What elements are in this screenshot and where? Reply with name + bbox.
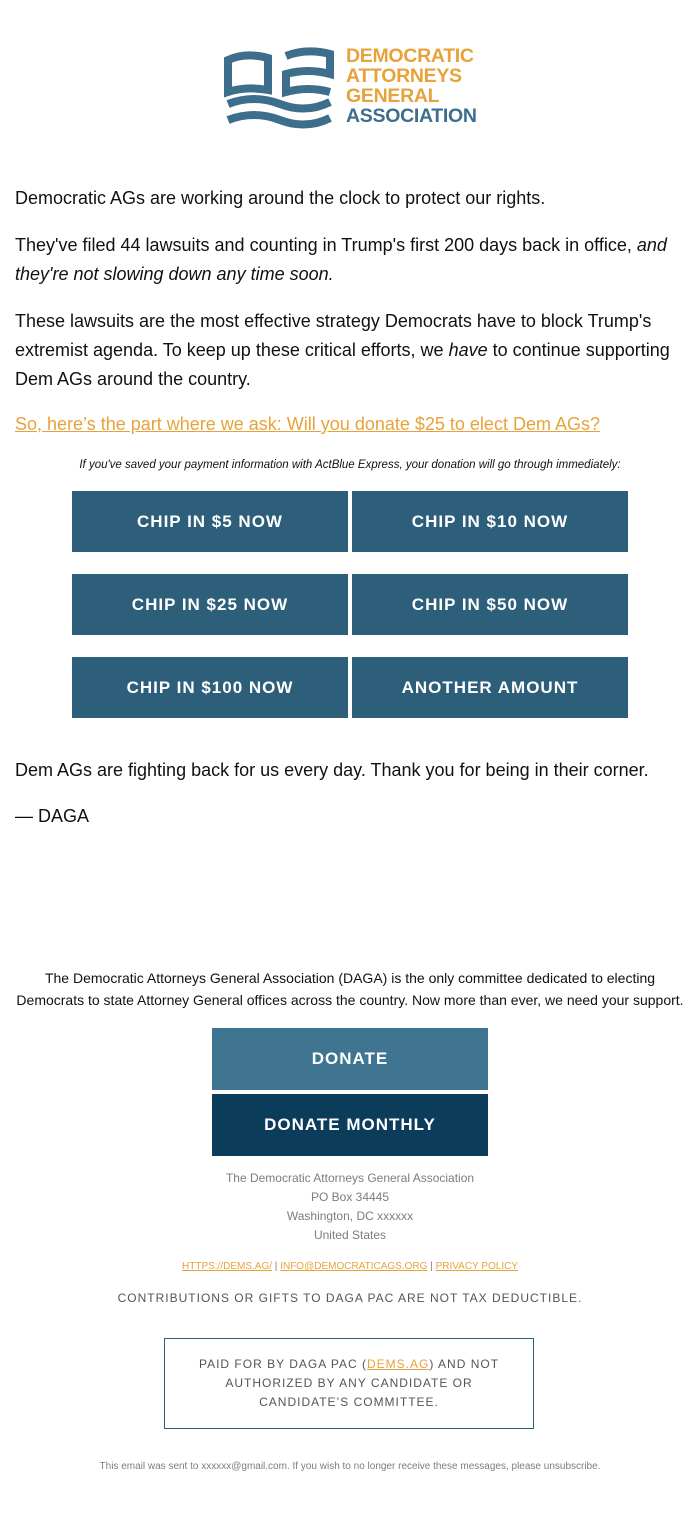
privacy-policy-link[interactable]: PRIVACY POLICY [435, 1261, 518, 1272]
paragraph-strategy-emphasis: have [448, 340, 488, 360]
donate-button[interactable]: DONATE [212, 1028, 488, 1090]
signature: — DAGA [15, 806, 90, 826]
daga-logo[interactable] [224, 46, 484, 130]
paragraph-lawsuits [15, 231, 687, 289]
link-separator: | [430, 1261, 433, 1272]
address-city: Washington, DC xxxxxx [286, 1209, 414, 1223]
closing-paragraph: Dem AGs are fighting back for us every day. Thank you for being in their corner. [15, 760, 649, 780]
about-line-2: Democrats to state Attorney General offices across the country. Now more than ever, we need your support. [16, 992, 684, 1008]
chip-in-25-button[interactable]: CHIP IN $25 NOW [72, 574, 348, 635]
paid-for-after: ) AND NOT AUTHORIZED BY ANY CANDIDATE OR CANDIDATE’S COMMITTEE. [225, 1357, 500, 1409]
about-daga [0, 967, 700, 1011]
paragraph-strategy [15, 307, 687, 394]
paragraph-lawsuits-text: They've filed 44 lawsuits and counting in Trump's first 200 days back in office, [15, 235, 637, 255]
paragraph-intro: Democratic AGs are working around the clock to protect our rights. [15, 188, 546, 208]
logo-line-3: GENERAL [346, 85, 440, 107]
chip-in-100-button[interactable]: CHIP IN $100 NOW [72, 657, 348, 718]
website-link[interactable]: HTTPS://DEMS.AG/ [182, 1261, 273, 1272]
address-org: The Democratic Attorneys General Association [225, 1171, 475, 1185]
paid-for-text [179, 1355, 519, 1412]
email-link[interactable]: INFO@DEMOCRATICAGS.ORG [280, 1261, 428, 1272]
dems-ag-link[interactable]: DEMS.AG [367, 1357, 430, 1371]
mailing-address [0, 1169, 700, 1245]
actblue-express-note: If you've saved your payment information with ActBlue Express, your donation will go through immediately: [79, 459, 621, 471]
about-line-1: The Democratic Attorneys General Association (DAGA) is the only committee dedicated to electing [44, 970, 656, 986]
donate-monthly-button[interactable]: DONATE MONTHLY [212, 1094, 488, 1156]
flag-logo-icon [224, 46, 336, 130]
logo-line-1: DEMOCRATIC [346, 45, 474, 67]
paragraph-lawsuits-emphasis: and they're not slowing down any time soon. [15, 235, 667, 284]
chip-in-5-button[interactable]: CHIP IN $5 NOW [72, 491, 348, 552]
chip-in-50-button[interactable]: CHIP IN $50 NOW [352, 574, 628, 635]
logo-wordmark [346, 46, 477, 126]
address-box: PO Box 34445 [310, 1190, 390, 1204]
paragraph-strategy-text-b: to continue supporting Dem AGs around the country. [15, 340, 670, 389]
logo-line-2: ATTORNEYS [346, 65, 462, 87]
tax-deductible-note: CONTRIBUTIONS OR GIFTS TO DAGA PAC ARE NOT TAX DEDUCTIBLE. [117, 1291, 583, 1305]
another-amount-button[interactable]: ANOTHER AMOUNT [352, 657, 628, 718]
donate-ask-link[interactable]: So, here’s the part where we ask: Will you donate $25 to elect Dem AGs? [15, 414, 600, 434]
paid-for-before: PAID FOR BY DAGA PAC ( [198, 1357, 368, 1371]
address-country: United States [313, 1228, 387, 1242]
paragraph-strategy-text-a: These lawsuits are the most effective strategy Democrats have to block Trump's extremist agenda. To keep up these critical efforts, we [15, 311, 652, 360]
email-notice: This email was sent to xxxxxx@gmail.com. If you wish to no longer receive these messages, please unsubscribe. [99, 1461, 601, 1472]
paid-for-disclaimer [164, 1338, 534, 1429]
link-separator: | [274, 1261, 278, 1272]
logo-line-4: ASSOCIATION [346, 105, 477, 127]
footer-links [0, 1261, 700, 1272]
chip-in-10-button[interactable]: CHIP IN $10 NOW [352, 491, 628, 552]
